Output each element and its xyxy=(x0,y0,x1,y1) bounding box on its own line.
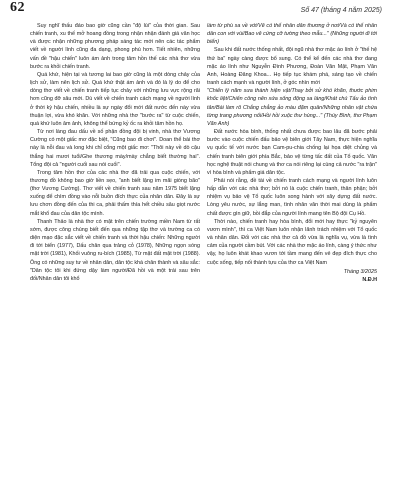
right-column xyxy=(207,22,377,284)
issue-label: Số 47 (tháng 4 năm 2025) xyxy=(300,7,382,14)
paragraph: Từ nơi làng đau dấu về số phận đồng đội bị vinh, nhà thơ Vương Cường có một giấc mơ đặc biệt, "Cũng bao đi chơi". Doan thể bài thơ này là nỗi đau và long khi chỉ cổng một giấc mơ: "Thôi này về dò cậu thắng hai mươi tuổi/Ghe thương mày/mày chẳng biết thường hai". Tổng đội cả "người cuối sau nói cuối". xyxy=(30,129,200,168)
paragraph: Đất nước hòa bình, thống nhất chưa được bao lâu đã bước phải bước vào cuộc chiến đấu bảo vệ biên giới Tây Nam, thực hiện nghĩa vụ quốc tế với nước bạn Cam-pu-chia chống lại họa diệt chủng và chiến tranh biên giới phía Bắc, bảo vệ từng tấc đất của Tổ quốc. Văn học nghệ thuật nói chung và thơ ca nói riêng lại cùng cả nước "ra trận" vì hòa bình và phẩm giá dân tộc. xyxy=(207,129,377,176)
paragraph: Quá khứ, hiện tại và tương lai bao giờ cũng là một dòng chảy của lịch sử, làm nên lịch sử. Quá khứ thật ám ảnh và đó là lý do để cho dòng thơ viết về chiến tranh tiếp tục chảy với những lưu vực rộng rãi hơn cũng đỡ sâu mới. Dù viết về chiến tranh cách mạng về người lính ở thời kỳ hậu chiến, nhiều là sự ngày đổi mới đất nước đến này vừa thuận lợi, vừa khó khăn. Với những nhà thơ "bước ra" từ cuộc chiến, quá khứ luôn âm ảnh, không thể bứng kỷ ốc ra khỏi tâm hồn họ. xyxy=(30,71,200,127)
left-column xyxy=(30,22,200,283)
paragraph: Thời nào, chiến tranh hay hòa bình, đổi mới hay thực "kỷ nguyên vươn mình", thì ca Việt Nam luôn nhận lãnh trách nhiệm với Tổ quốc và nhân dân. Đối với các nhà thơ cả đồ vừa là nghĩa vụ, vừa là tình cảm của người cầm bút. Với các nhà thơ mặc áo lính, càng ý thức như vậy, họ luôn khát khao vươn tới tầm mang đến vẻ đẹp đích thực cho cuộc sống, tiếp nối thành tựu của thơ ca Việt Nam xyxy=(207,218,377,266)
paragraph: Thanh Thảo là nhà thơ có mặt trên chiến trường miền Nam từ rất sớm, được công chúng biết đến qua những tập thơ và trường ca có diện mạo đặc sắc viết về chiến tranh và thời hậu chiến: Những người đi tới biển (1977), Dấu chân qua trảng cỏ (1978), Những ngọn sóng mặt trời (1981), Khối vuông ru-bích (1985), Từ mặt đất mặt trời (1988). Ông có những suy tư về nhân dân, dân tộc khá chân thành và sâu sắc: "Dân tộc tôi khi đứng dậy làm người/Đã hồi và một trái sau trên đối/Nhân dân tôi khổ xyxy=(30,218,200,282)
paragraph: Suy nghĩ thấu đáo bao giờ cũng cần "độ lùi" của thời gian. Sau chiến tranh, xu thế mở hoang đồng trong nhận nhận đánh giá văn học và được nhận những phương pháp sáng tác mới nên các tác phẩm viết về người lính cũng đa dạng, phong phú hơn. Tiết nhiên, những vấn đề "hậu chiến" luôn ám ảnh trong tâm hồn thế các nhà thơ vừa bước ra khỏi chiến tranh. xyxy=(30,23,200,70)
page-number: 62 xyxy=(10,0,25,15)
poem-quote: "Chiến lý năm sưa thành hiện vật/Thay bởi sử khó khăn, thước phim khốc liệt/Chiến công nên xứa sống động sa làng/Khát chú Tấu ảo tình tân/Bài làm rõ Chắng chẳng ảo màu đặm quân/Những nhân vật chứa từng trang phương nối/Hồi hồi xuộc thư hùng..." (Thúy Bình, thơ Phạm Văn Anh) xyxy=(207,88,377,127)
paragraph: Trong tâm hồn thơ của các nhà thơ đã trải qua cuộc chiến, với thương đồ không bao giờ liền sẹo, "anh biết lặng im mãi giòng bão" (thơ Vương Cường). Thơ viết về chiến tranh sau năm 1975 biết lặng xuống để chìm đồng vào nỗi buồn đích thực của nhân dân. Đây là sự lưu chơn đồng đến của thi ca, phải thấm thía hết chiều sâu giọt nước mắt khổ đau của dân tộc mình. xyxy=(30,169,200,217)
paragraph: Sau khi đất nước thống nhất, đội ngũ nhà thơ mặc áo lính ở "thế hệ thứ ba" ngày càng được bổ sung. Có thể kể đến các nhà thơ đang mặc áo lính như Nguyễn Đình Phương, Đoàn Văn Mật, Phạm Văn Anh, Hoàng Đăng Khoa... Họ tiếp tục khám phá, sáng tạo về chiến tranh cách mạnh và người lính, ở góc nhìn mới xyxy=(207,47,377,87)
quote-continuation: làm từ phù sa về với/Vẽ có thể nhân dân thương ở nơi/Và có thể nhân dân con với vùi/Bao vê cứng cỡ tường theo mẫu..." (Những người đi tới biển) xyxy=(207,23,377,46)
author-initials: N.Đ.H xyxy=(362,276,377,283)
paragraph: Phải nói rằng, đề tài về chiến tranh cách mạng và người lính luôn hấp dẫn với các nhà thơ; bởi nó là cuộc chiến tranh, thân phận; bởi nhiệm vụ bảo vệ Tổ quốc luôn song hành với xây dựng đất nước. Lòng yêu nước, sự lắng man, tình nhân văn thời mai dùng là phẩm chất được gìn giữ, bồi đắp của người lính mang tên Bộ đội Cụ Hồ. xyxy=(207,177,377,217)
article-date: Tháng 3/2025 xyxy=(343,268,377,275)
